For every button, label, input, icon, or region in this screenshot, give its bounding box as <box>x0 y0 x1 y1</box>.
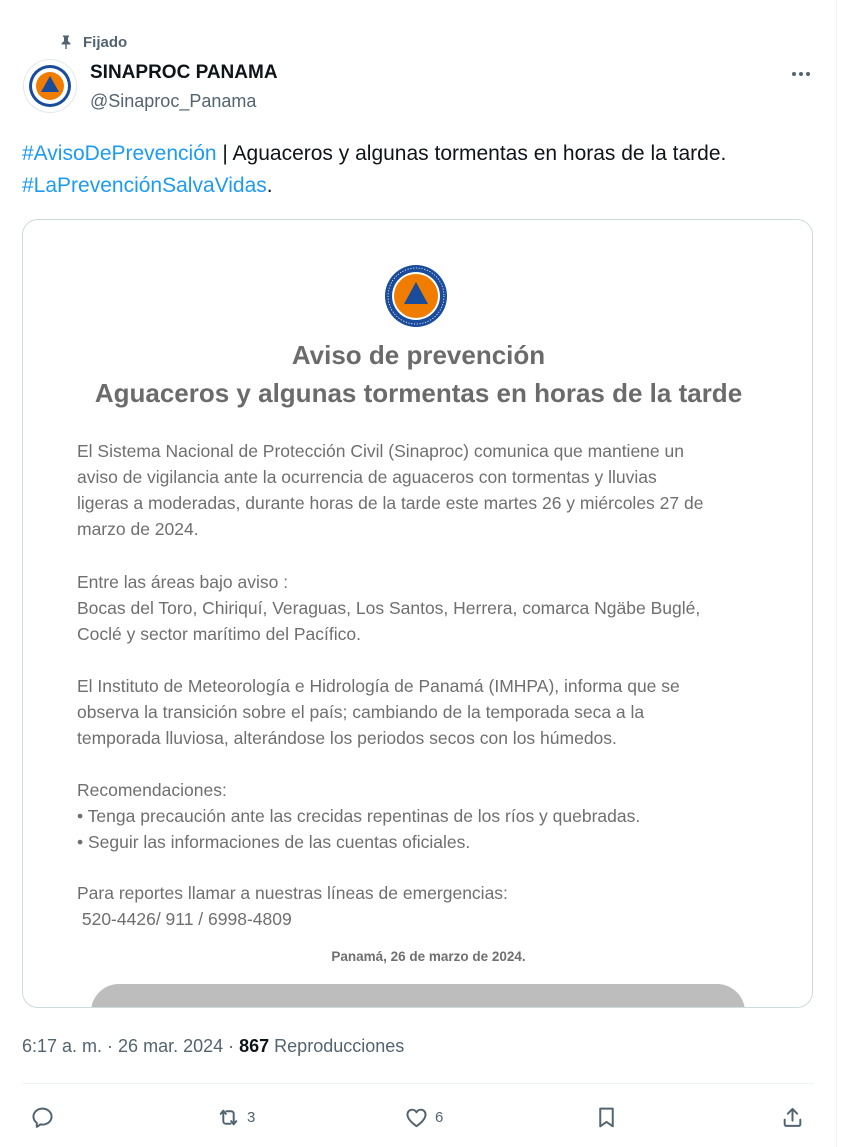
pinned-label: Fijado <box>83 33 128 51</box>
views-label: Reproducciones <box>269 1036 405 1056</box>
views-count: 867 <box>239 1036 270 1056</box>
hashtag-link[interactable]: #LaPrevenciónSalvaVidas <box>22 174 267 197</box>
tweet-time[interactable]: 6:17 a. m. <box>22 1036 103 1056</box>
bookmark-icon <box>594 1105 619 1130</box>
heart-icon <box>404 1105 429 1130</box>
notice-line: El Sistema Nacional de Protección Civil (Sinaproc) comunica que mantiene un <box>77 441 684 461</box>
like-count: 6 <box>435 1108 444 1126</box>
notice-date: Panamá, 26 de marzo de 2024. <box>331 949 526 964</box>
notice-subtitle: Aguaceros y algunas tormentas en horas de la tarde <box>94 378 743 408</box>
sinaproc-logo-icon <box>22 58 78 114</box>
notice-line: Para reportes llamar a nuestras líneas de emergencias: <box>77 883 508 903</box>
meta-separator: · <box>223 1036 240 1056</box>
notice-paragraph <box>77 569 781 647</box>
notice-line: temporada lluviosa, alterándose los periodos secos con los húmedos. <box>77 728 617 748</box>
more-button[interactable] <box>786 62 816 86</box>
notice-line: Entre las áreas bajo aviso : <box>77 572 289 592</box>
notice-line: • Tenga precaución ante las crecidas repentinas de los ríos y quebradas. <box>77 806 641 826</box>
notice-paragraph <box>77 438 781 542</box>
notice-line: Recomendaciones: <box>77 780 227 800</box>
notice-line: Bocas del Toro, Chiriquí, Veraguas, Los Santos, Herrera, comarca Ngäbe Buglé, <box>77 598 701 618</box>
pin-icon <box>58 34 74 50</box>
notice-line: • Seguir las informaciones de las cuentas oficiales. <box>77 832 471 852</box>
notice-recommendations <box>77 777 781 855</box>
share-icon <box>780 1105 805 1130</box>
avatar[interactable] <box>22 58 78 114</box>
retweet-count: 3 <box>247 1108 256 1126</box>
civil-protection-emblem-icon <box>384 264 448 328</box>
tweet-separator: | <box>216 142 233 165</box>
tweet-text <box>22 138 822 202</box>
notice-paragraph <box>77 673 781 751</box>
divider <box>22 1083 814 1084</box>
notice-line: El Instituto de Meteorología e Hidrología de Panamá (IMHPA), informa que se <box>77 676 680 696</box>
bookmark-button[interactable] <box>594 1101 619 1133</box>
notice-line: ligeras a moderadas, durante horas de la tarde este martes 26 y miércoles 27 de <box>77 493 704 513</box>
retweet-icon <box>216 1105 241 1130</box>
media-image[interactable] <box>22 219 813 1008</box>
more-horizontal-icon <box>790 63 812 85</box>
column-border <box>836 0 837 1147</box>
author-display-name[interactable]: SINAPROC PANAMA <box>90 62 278 83</box>
tweet-body: Aguaceros y algunas tormentas en horas de la tarde. <box>232 142 727 165</box>
retweet-button[interactable] <box>216 1101 255 1133</box>
reply-button[interactable] <box>30 1101 55 1133</box>
media-footer-bar <box>91 984 745 1008</box>
meta-separator: · <box>102 1036 119 1056</box>
author-handle[interactable]: @Sinaproc_Panama <box>90 91 257 111</box>
tweet-date[interactable]: 26 mar. 2024 <box>118 1036 224 1056</box>
notice-line: aviso de vigilancia ante la ocurrencia de aguaceros con tormentas y lluvias <box>77 467 657 487</box>
reply-icon <box>30 1105 55 1130</box>
share-button[interactable] <box>780 1101 805 1133</box>
notice-title: Aviso de prevención <box>291 340 546 370</box>
hashtag-link[interactable]: #AvisoDePrevención <box>22 142 217 165</box>
notice-line: marzo de 2024. <box>77 519 199 539</box>
notice-line: observa la transición sobre el país; cambiando de la temporada seca a la <box>77 702 645 722</box>
tweet-trailing: . <box>266 174 273 197</box>
notice-phone-numbers: 520-4426/ 911 / 6998-4809 <box>77 909 292 929</box>
notice-contacts <box>77 880 781 932</box>
like-button[interactable] <box>404 1101 443 1133</box>
pinned-indicator <box>58 31 127 53</box>
tweet-meta <box>22 1036 404 1057</box>
notice-line: Coclé y sector marítimo del Pacífico. <box>77 624 361 644</box>
